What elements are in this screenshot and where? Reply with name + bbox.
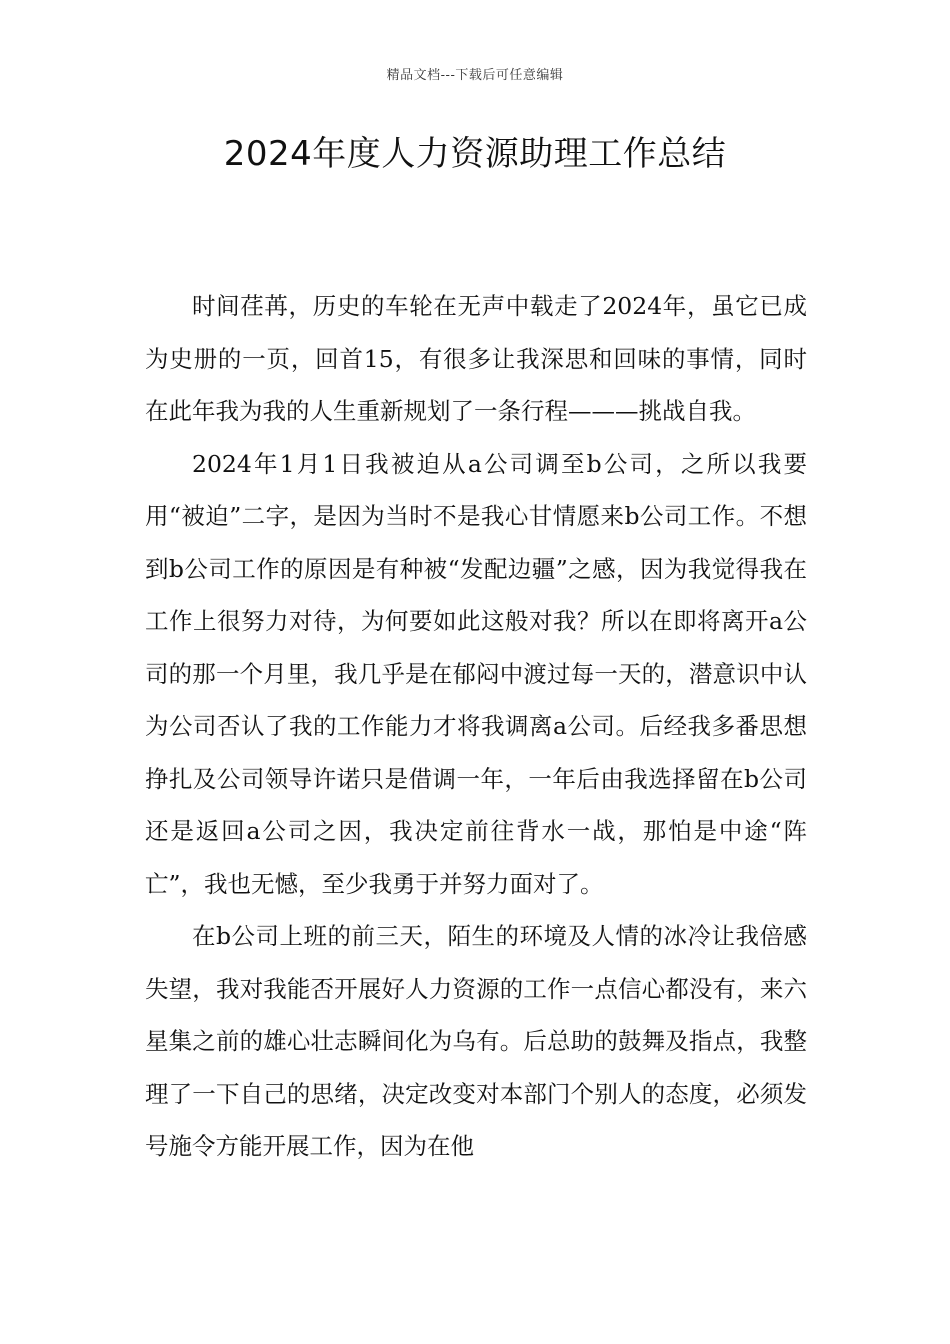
document-body: [145, 280, 807, 1173]
paragraph-1: 时间荏苒，历史的车轮在无声中载走了2024年，虽它已成为史册的一页，回首15，有很多让我深思和回味的事情，同时在此年我为我的人生重新规划了一条行程———挑战自我。: [145, 292, 807, 425]
document-title: 2024年度人力资源助理工作总结: [223, 134, 727, 174]
paragraph-3: 在b公司上班的前三天，陌生的环境及人情的冰冷让我倍感失望，我对我能否开展好人力资源的工作一点信心都没有，来六星集之前的雄心壮志瞬间化为乌有。后总助的鼓舞及指点，我整理了一下自己的思绪，决定改变对本部门个别人的态度，必须发号施令方能开展工作，因为在他: [145, 922, 807, 1160]
page-header: 精品文档---下载后可任意编辑: [386, 68, 564, 83]
paragraph-2: 2024年1月1日我被迫从a公司调至b公司，之所以我要用“被迫”二字，是因为当时不是我心甘情愿来b公司工作。不想到b公司工作的原因是有种被“发配边疆”之感，因为我觉得我在工作上很努力对待，为何要如此这般对我？所以在即将离开a公司的那一个月里，我几乎是在郁闷中渡过每一天的，潜意识中认为公司否认了我的工作能力才将我调离a公司。后经我多番思想挣扎及公司领导许诺只是借调一年，一年后由我选择留在b公司还是返回a公司之因，我决定前往背水一战，那怕是中途“阵亡”，我也无憾，至少我勇于并努力面对了。: [145, 449, 807, 898]
